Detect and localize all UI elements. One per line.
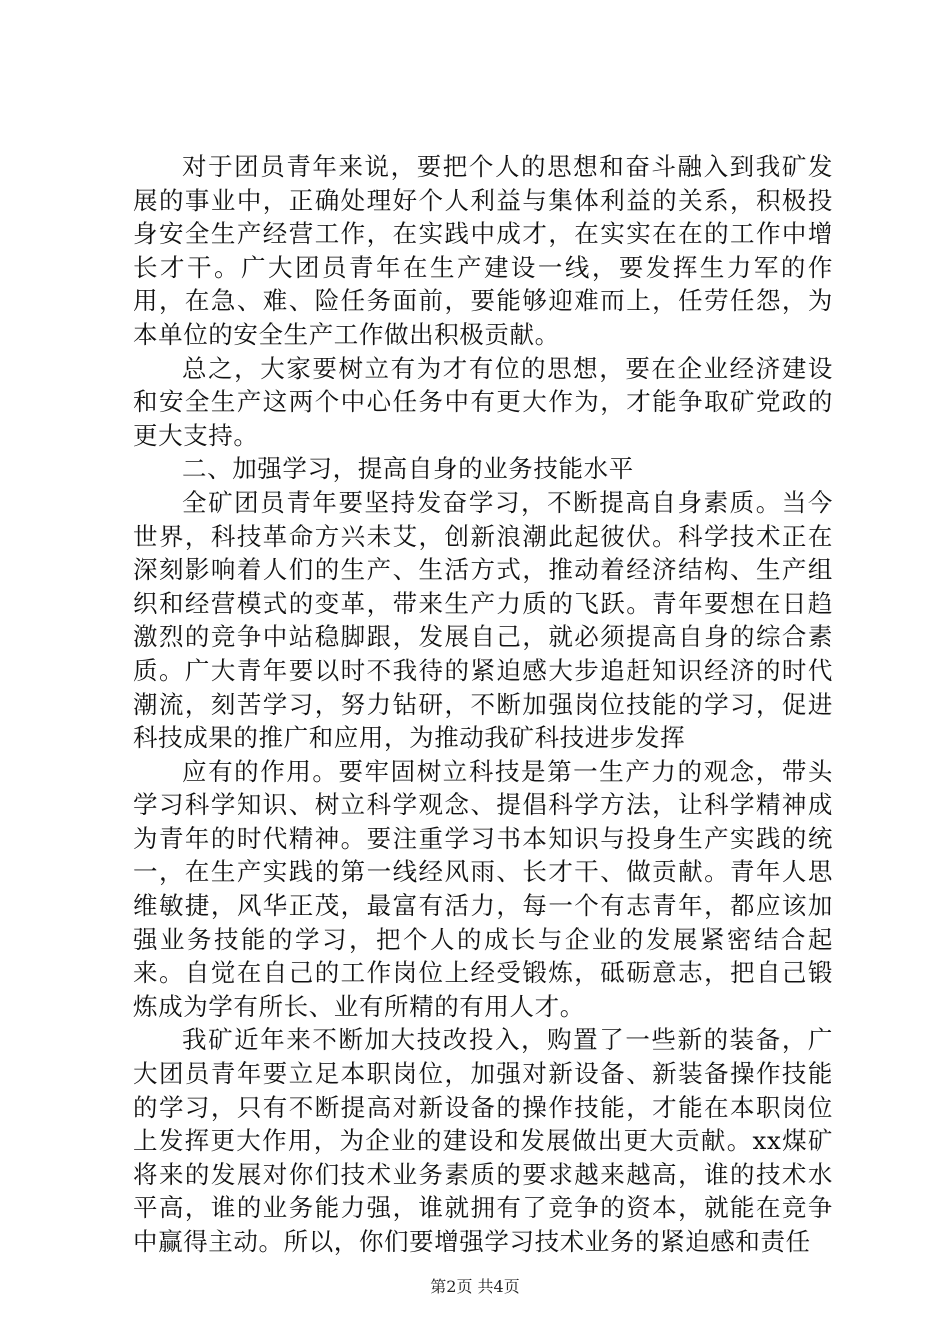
paragraph: 我矿近年来不断加大技改投入，购置了一些新的装备，广大团员青年要立足本职岗位，加强对新设备、新装备操作技能的学习，只有不断提高对新设备的操作技能，才能在本职岗位上发挥更大作用，为企业的建设和发展做出更大贡献。xx煤矿将来的发展对你们技术业务素质的要求越来越高，谁的技术水平高，谁的业务能力强，谁就拥有了竞争的资本，就能在竞争中赢得主动。所以，你们要增强学习技术业务的紧迫感和责任 bbox=[133, 1025, 833, 1256]
page-number-footer: 第2页 共4页 bbox=[430, 1277, 520, 1296]
paragraph: 对于团员青年来说，要把个人的思想和奋斗融入到我矿发展的事业中，正确处理好个人利益与集体利益的关系，积极投身安全生产经营工作，在实践中成才，在实实在在的工作中增长才干。广大团员青年在生产建设一线，要发挥生力军的作用，在急、难、险任务面前，要能够迎难而上，任劳任怨，为本单位的安全生产工作做出积极贡献。 bbox=[133, 152, 833, 349]
paragraph: 全矿团员青年要坚持发奋学习，不断提高自身素质。当今世界，科技革命方兴未艾，创新浪潮此起彼伏。科学技术正在深刻影响着人们的生产、生活方式，推动着经济结构、生产组织和经营模式的变革，带来生产力质的飞跃。青年要想在日趋激烈的竞争中站稳脚跟，发展自己，就必须提高自身的综合素质。广大青年要以时不我待的紧迫感大步追赶知识经济的时代潮流，刻苦学习，努力钻研，不断加强岗位技能的学习，促进科技成果的推广和应用，为推动我矿科技进步发挥 bbox=[133, 487, 833, 753]
paragraph: 应有的作用。要牢固树立科技是第一生产力的观念，带头学习科学知识、树立科学观念、提倡科学方法，让科学精神成为青年的时代精神。要注重学习书本知识与投身生产实践的统一，在生产实践的第一线经风雨、长才干、做贡献。青年人思维敏捷，风华正茂，最富有活力，每一个有志青年，都应该加强业务技能的学习，把个人的成长与企业的发展紧密结合起来。自觉在自己的工作岗位上经受锻炼，砥砺意志，把自己锻炼成为学有所长、业有所精的有用人才。 bbox=[133, 756, 833, 1021]
document-body bbox=[133, 150, 833, 1259]
section-heading: 二、加强学习，提高自身的业务技能水平 bbox=[182, 454, 634, 484]
paragraph: 总之，大家要树立有为才有位的思想，要在企业经济建设和安全生产这两个中心任务中有更大作为，才能争取矿党政的更大支持。 bbox=[133, 353, 833, 450]
